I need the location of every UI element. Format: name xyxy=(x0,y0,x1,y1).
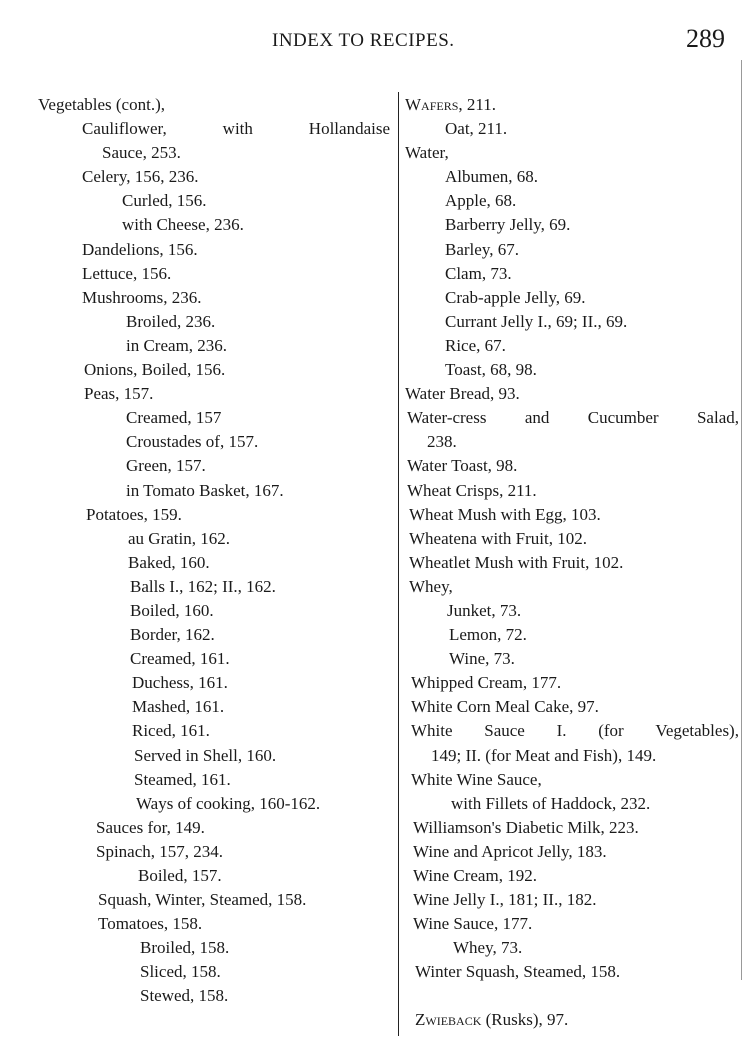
index-entry-text: Wheat Mush with Egg, 103. xyxy=(409,504,601,524)
index-entry xyxy=(38,189,390,213)
index-entry-word: White xyxy=(411,721,453,741)
index-entry xyxy=(38,479,390,503)
index-entry xyxy=(405,310,739,334)
index-entry xyxy=(405,503,739,527)
index-entry xyxy=(405,286,739,310)
index-entry-text: with Cheese, 236. xyxy=(122,215,244,235)
index-entry xyxy=(405,527,739,551)
index-entry xyxy=(405,406,739,430)
index-entry xyxy=(38,744,390,768)
index-entry xyxy=(405,1008,739,1032)
index-entry xyxy=(405,479,739,503)
index-entry xyxy=(38,406,390,430)
index-entry xyxy=(38,527,390,551)
index-entry-text: Wine Sauce, 177. xyxy=(413,914,533,934)
index-entry-text: Duchess, 161. xyxy=(132,673,228,693)
index-entry-text: Winter Squash, Steamed, 158. xyxy=(415,962,621,982)
index-entry xyxy=(38,262,390,286)
index-entry xyxy=(405,358,739,382)
index-entry xyxy=(405,262,739,286)
index-entry-text: Williamson's Diabetic Milk, 223. xyxy=(413,817,639,837)
index-entry xyxy=(38,286,390,310)
index-entry-text: Boiled, 157. xyxy=(138,866,222,885)
index-entry xyxy=(405,768,739,792)
index-entry-text: Wheat Crisps, 211. xyxy=(407,480,537,500)
index-entry-text: Dandelions, 156. xyxy=(82,239,198,259)
index-entry xyxy=(405,213,739,237)
index-entry xyxy=(38,671,390,695)
index-entry-word: Cauliflower, xyxy=(82,119,167,139)
index-entry xyxy=(38,936,390,960)
index-entry-text: Crab-apple Jelly, 69. xyxy=(445,287,586,307)
page-number: 289 xyxy=(686,24,725,53)
index-entry xyxy=(38,503,390,527)
index-entry-text: Clam, 73. xyxy=(445,263,512,283)
index-entry-text: Sauces for, 149. xyxy=(96,817,205,837)
index-entry-text: Served in Shell, 160. xyxy=(134,745,277,765)
index-entry xyxy=(405,864,739,888)
index-entry-text: White Wine Sauce, xyxy=(411,769,542,789)
index-entry-text: 149; II. (for Meat and Fish), 149. xyxy=(431,745,657,765)
index-entry-text: Broiled, 236. xyxy=(126,311,216,331)
index-gap xyxy=(405,984,739,1008)
index-entry-text: Whey, 73. xyxy=(453,938,523,958)
index-entry-text: Barberry Jelly, 69. xyxy=(445,215,571,235)
index-entry-text: Baked, 160. xyxy=(128,552,210,572)
index-entry xyxy=(38,141,390,165)
index-entry xyxy=(405,189,739,213)
index-entry-text: Wheatlet Mush with Fruit, 102. xyxy=(409,552,624,572)
index-entry-text: Vegetables (cont.), xyxy=(38,95,165,114)
index-entry xyxy=(405,695,739,719)
index-entry-text: Currant Jelly I., 69; II., 69. xyxy=(445,311,628,331)
index-entry xyxy=(405,936,739,960)
index-entry xyxy=(405,744,739,768)
index-entry-text: Albumen, 68. xyxy=(445,167,539,187)
index-entry xyxy=(405,551,739,575)
index-entry-text: Wafers, 211. xyxy=(405,95,497,114)
index-entry xyxy=(38,840,390,864)
page-edge-line xyxy=(741,60,742,980)
index-entry-text: Mushrooms, 236. xyxy=(82,287,202,307)
index-entry-text: Sauce, 253. xyxy=(102,143,181,163)
index-entry-text: Rice, 67. xyxy=(445,335,506,355)
index-entry-text: Mashed, 161. xyxy=(132,697,225,717)
index-entry xyxy=(38,719,390,743)
index-entry-text: Creamed, 161. xyxy=(130,649,230,669)
index-entry xyxy=(405,816,739,840)
index-entry xyxy=(405,141,739,165)
index-entry-text: with Fillets of Haddock, 232. xyxy=(451,793,651,813)
index-entry-text: 238. xyxy=(427,432,457,452)
index-entry-text: Squash, Winter, Steamed, 158. xyxy=(98,890,307,910)
index-entry-text: Onions, Boiled, 156. xyxy=(84,360,226,380)
index-entry-text: Spinach, 157, 234. xyxy=(96,841,224,861)
index-entry-text: Broiled, 158. xyxy=(140,938,230,958)
index-entry-text: Junket, 73. xyxy=(447,600,522,620)
index-entry-text: Wine, 73. xyxy=(449,649,515,669)
index-entry xyxy=(38,768,390,792)
index-entry xyxy=(405,599,739,623)
index-entry xyxy=(405,623,739,647)
index-entry-text: Riced, 161. xyxy=(132,721,210,741)
index-entry xyxy=(405,93,739,117)
index-entry-text: Water, xyxy=(405,143,449,163)
index-entry-text: Wine and Apricot Jelly, 183. xyxy=(413,841,607,861)
index-entry-text: Border, 162. xyxy=(130,625,215,645)
index-entry-text: Stewed, 158. xyxy=(140,986,229,1006)
index-entry-suffix: (Rusks), 97. xyxy=(481,1010,569,1030)
index-entry-text: Tomatoes, 158. xyxy=(98,914,203,934)
index-entry xyxy=(405,888,739,912)
index-entry xyxy=(38,382,390,406)
index-entry xyxy=(38,864,390,888)
index-entry xyxy=(38,623,390,647)
index-entry xyxy=(405,719,739,743)
index-entry-text: Peas, 157. xyxy=(84,384,154,404)
index-entry xyxy=(38,165,390,189)
index-entry-text: Water Bread, 93. xyxy=(405,384,520,404)
index-entry-text: Apple, 68. xyxy=(445,191,517,211)
index-entry-text: Toast, 68, 98. xyxy=(445,360,537,380)
index-entry-text: Lemon, 72. xyxy=(449,625,527,645)
index-entry xyxy=(405,430,739,454)
index-entry-word: Vegetables), xyxy=(655,721,739,741)
index-entry xyxy=(38,912,390,936)
index-entry xyxy=(405,912,739,936)
index-entry xyxy=(405,238,739,262)
index-entry xyxy=(405,454,739,478)
running-header-title: INDEX TO RECIPES. xyxy=(272,30,455,51)
index-entry xyxy=(405,382,739,406)
index-entry-word: Hollandaise xyxy=(308,119,390,139)
index-entry-word: with xyxy=(222,119,253,139)
index-entry xyxy=(38,213,390,237)
index-entry-text: Curled, 156. xyxy=(122,191,207,211)
index-entry xyxy=(38,238,390,262)
index-entry xyxy=(38,695,390,719)
index-entry xyxy=(405,334,739,358)
index-entry xyxy=(38,310,390,334)
index-entry-text: Water Toast, 98. xyxy=(407,456,518,476)
column-divider xyxy=(398,92,399,1036)
index-entry-word: Cucumber xyxy=(587,408,659,428)
index-entry xyxy=(405,960,739,984)
index-entry xyxy=(38,960,390,984)
index-entry xyxy=(38,93,390,117)
index-entry-text: Potatoes, 159. xyxy=(86,504,182,524)
index-column-right xyxy=(405,93,739,1033)
index-entry xyxy=(38,117,390,141)
index-entry-text: Zwieback xyxy=(415,1010,482,1030)
index-column-left xyxy=(38,93,390,1009)
index-entry xyxy=(405,165,739,189)
index-entry-text: Sliced, 158. xyxy=(140,962,221,982)
index-entry xyxy=(405,647,739,671)
index-entry xyxy=(38,599,390,623)
index-entry-text: Wheatena with Fruit, 102. xyxy=(409,528,587,548)
index-entry xyxy=(405,792,739,816)
index-entry-word: Water-cress xyxy=(407,408,487,428)
index-entry xyxy=(38,984,390,1008)
index-entry-text: Croustades of, 157. xyxy=(126,432,259,452)
index-entry-text: Oat, 211. xyxy=(445,119,508,139)
index-entry xyxy=(38,816,390,840)
index-entry-text: in Tomato Basket, 167. xyxy=(126,480,284,500)
index-entry-text: Steamed, 161. xyxy=(134,769,231,789)
index-entry xyxy=(38,792,390,816)
index-entry-text: Boiled, 160. xyxy=(130,600,214,620)
index-entry-text: au Gratin, 162. xyxy=(128,528,230,548)
index-entry xyxy=(38,454,390,478)
index-entry-text: Celery, 156, 236. xyxy=(82,167,199,187)
index-entry-word: Salad, xyxy=(696,408,739,428)
index-entry-text: in Cream, 236. xyxy=(126,335,228,355)
index-entry xyxy=(38,430,390,454)
index-entry xyxy=(405,840,739,864)
index-entry-word: Sauce xyxy=(484,721,525,741)
index-entry xyxy=(38,888,390,912)
index-entry xyxy=(38,358,390,382)
index-entry-text: Creamed, 157 xyxy=(126,408,222,428)
index-entry-text: Balls I., 162; II., 162. xyxy=(130,576,276,596)
index-entry-text: Ways of cooking, 160-162. xyxy=(136,793,321,813)
index-entry xyxy=(38,647,390,671)
index-entry xyxy=(38,575,390,599)
index-entry xyxy=(38,334,390,358)
index-entry-text: Lettuce, 156. xyxy=(82,263,172,283)
index-entry-word: and xyxy=(524,408,550,428)
index-entry-text: Wine Cream, 192. xyxy=(413,866,537,885)
index-entry xyxy=(405,575,739,599)
index-entry-text: Whipped Cream, 177. xyxy=(411,673,562,693)
index-entry-text: Green, 157. xyxy=(126,456,206,476)
index-entry-text: Whey, xyxy=(409,576,453,596)
index-entry-text: Barley, 67. xyxy=(445,239,519,259)
index-entry-word: I. xyxy=(556,721,567,741)
index-entry xyxy=(405,671,739,695)
index-entry-word: (for xyxy=(598,721,624,741)
index-entry-text: Wine Jelly I., 181; II., 182. xyxy=(413,890,597,910)
index-entry xyxy=(38,551,390,575)
index-entry-text: White Corn Meal Cake, 97. xyxy=(411,697,599,717)
index-entry xyxy=(405,117,739,141)
